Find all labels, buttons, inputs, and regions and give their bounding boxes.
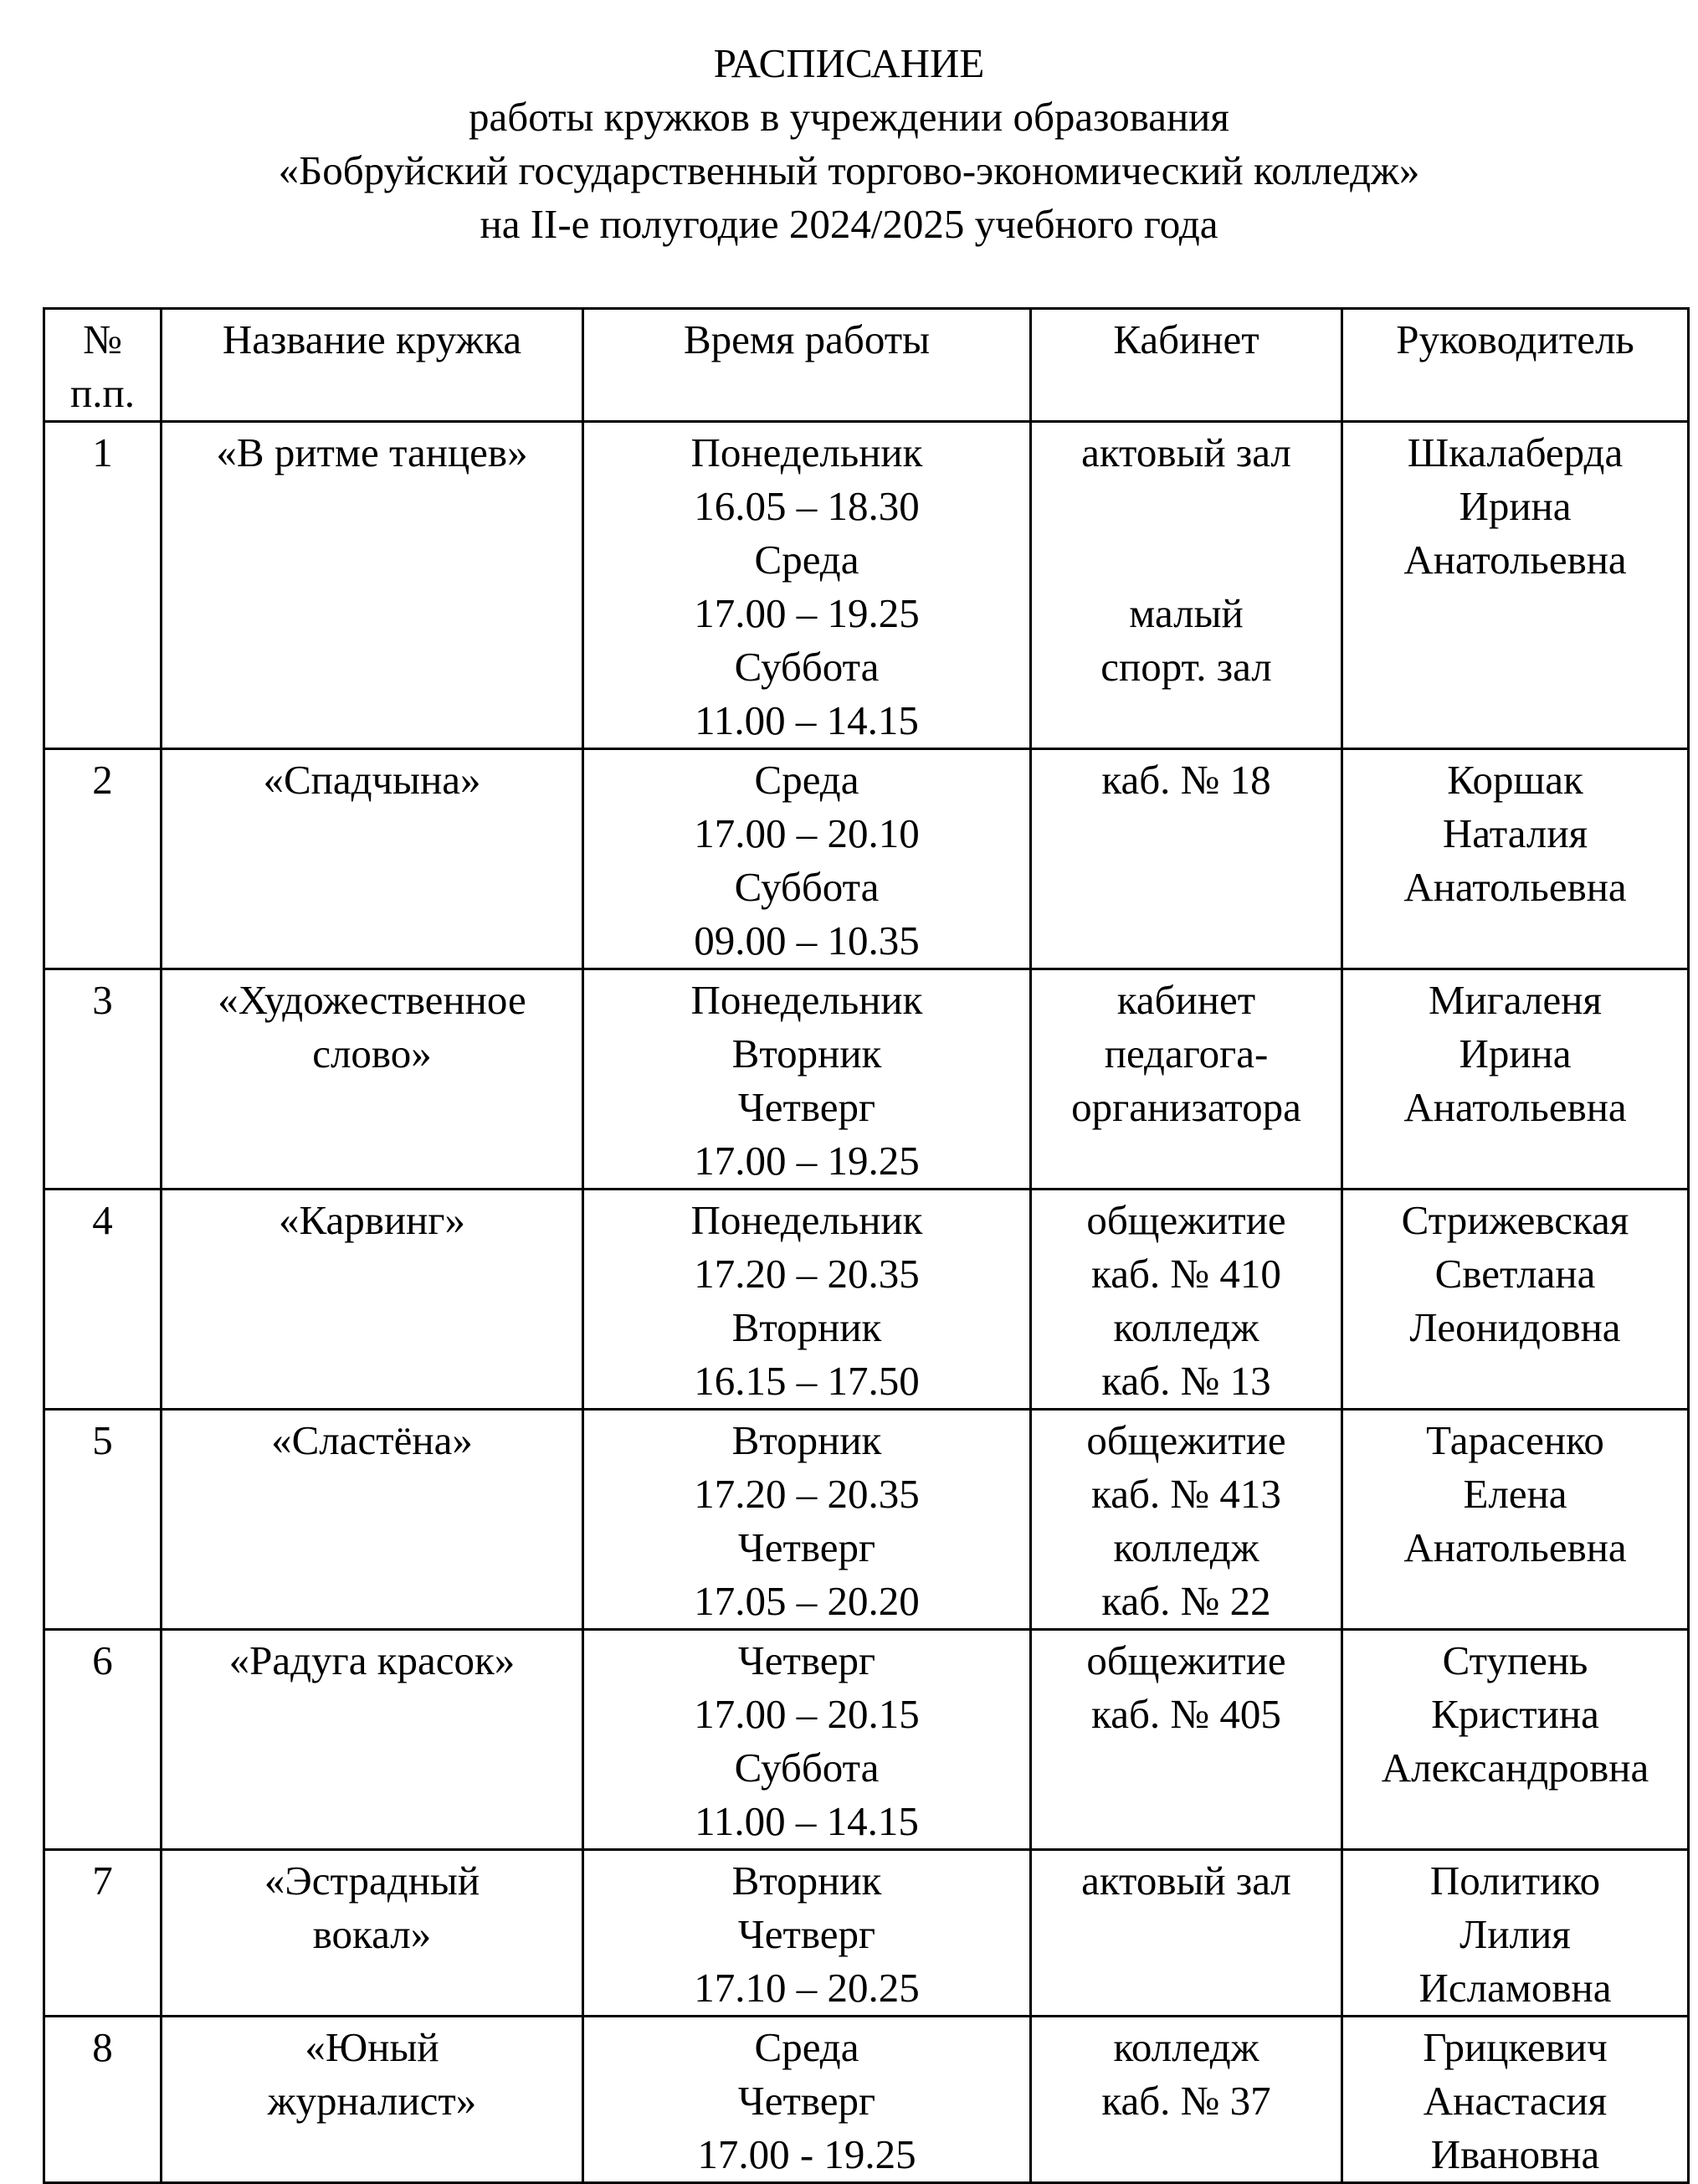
room-cell	[1031, 749, 1342, 969]
room-line: организатора	[1071, 1084, 1301, 1130]
working-time-line: Вторник	[731, 1304, 882, 1350]
leader-line: Грицкевич	[1423, 2024, 1608, 2070]
room-cell	[1031, 1850, 1342, 2017]
column-header-club-name: Название кружка	[162, 309, 583, 422]
club-name-cell	[162, 749, 583, 969]
working-time-cell	[583, 422, 1031, 749]
leader-line: Леонидовна	[1409, 1304, 1621, 1350]
room-line: каб. № 37	[1101, 2078, 1271, 2124]
heading-title: РАСПИСАНИЕ	[713, 40, 985, 86]
leader-line: Коршак	[1447, 757, 1583, 803]
table-row	[44, 422, 1689, 749]
room-line: педагога-	[1104, 1030, 1269, 1077]
leader-line: Анатольевна	[1403, 1524, 1627, 1570]
working-time-line: Суббота	[734, 864, 880, 910]
room-line: колледж	[1113, 2024, 1259, 2070]
table-row	[44, 1850, 1689, 2017]
leader-line: Анатольевна	[1403, 1084, 1627, 1130]
leader-line: Анатольевна	[1403, 537, 1627, 583]
working-time-line: Понедельник	[690, 429, 923, 475]
leader-line: Анастасия	[1423, 2078, 1608, 2124]
leader-line: Мигаленя	[1428, 977, 1603, 1023]
room-cell	[1031, 1410, 1342, 1630]
room-line: актовый зал	[1081, 429, 1291, 475]
working-time-line: 17.20 – 20.35	[694, 1251, 920, 1297]
leader-line: Александровна	[1381, 1745, 1649, 1791]
room-line: каб. № 18	[1101, 757, 1271, 803]
club-name-line: «Юный	[305, 2024, 439, 2070]
leader-line: Елена	[1463, 1471, 1567, 1517]
leader-cell	[1342, 969, 1689, 1190]
working-time-line: 09.00 – 10.35	[694, 917, 920, 964]
room-line: каб. № 22	[1101, 1578, 1271, 1624]
room-line: малый	[1129, 590, 1244, 636]
leader-line: Стрижевская	[1401, 1197, 1629, 1243]
club-name-line: «Сластёна»	[271, 1417, 473, 1463]
club-name-line: «Художественное	[218, 977, 526, 1023]
leader-cell	[1342, 1850, 1689, 2017]
leader-line: Исламовна	[1418, 1965, 1612, 2011]
room-line: колледж	[1113, 1304, 1259, 1350]
table-row	[44, 2017, 1689, 2183]
heading-subtitle-line: работы кружков в учреждении образования	[469, 94, 1229, 140]
room-line: спорт. зал	[1100, 644, 1272, 690]
working-time-line: 17.10 – 20.25	[694, 1965, 920, 2011]
working-time-line: Суббота	[734, 644, 880, 690]
schedule-table	[43, 307, 1690, 2184]
working-time-cell	[583, 969, 1031, 1190]
leader-cell	[1342, 1410, 1689, 1630]
leader-line: Лилия	[1459, 1911, 1571, 1957]
working-time-line: 11.00 – 14.15	[695, 697, 919, 743]
heading-institution-name: «Бобруйский государственный торгово-экономический колледж»	[278, 147, 1420, 193]
room-line: общежитие	[1086, 1417, 1286, 1463]
column-header-number-abbr: п.п.	[70, 370, 135, 416]
working-time-line: 17.00 – 20.15	[694, 1691, 920, 1737]
row-number-cell: 2	[44, 749, 162, 969]
table-row	[44, 1410, 1689, 1630]
leader-cell	[1342, 1190, 1689, 1410]
column-header-room: Кабинет	[1031, 309, 1342, 422]
working-time-line: Четверг	[737, 1637, 876, 1683]
leader-cell	[1342, 1630, 1689, 1850]
club-name-line: «В ритме танцев»	[216, 429, 528, 475]
column-header-leader: Руководитель	[1342, 309, 1689, 422]
leader-line: Ивановна	[1430, 2131, 1600, 2177]
row-number-cell: 4	[44, 1190, 162, 1410]
room-line: каб. № 13	[1101, 1358, 1271, 1404]
working-time-line: 17.00 – 19.25	[694, 590, 920, 636]
working-time-line: Четверг	[737, 2078, 876, 2124]
working-time-line: Среда	[754, 2024, 859, 2070]
table-row	[44, 749, 1689, 969]
leader-cell	[1342, 749, 1689, 969]
working-time-line: 17.00 - 19.25	[697, 2131, 916, 2177]
room-cell	[1031, 1630, 1342, 1850]
club-name-cell	[162, 422, 583, 749]
room-line: актовый зал	[1081, 1858, 1291, 1904]
working-time-line: 16.05 – 18.30	[694, 483, 920, 529]
working-time-line: Четверг	[737, 1911, 876, 1957]
leader-line: Кристина	[1431, 1691, 1599, 1737]
club-name-line: слово»	[312, 1030, 432, 1077]
club-name-cell	[162, 1190, 583, 1410]
working-time-line: Вторник	[731, 1858, 882, 1904]
room-line: каб. № 410	[1091, 1251, 1281, 1297]
row-number-cell: 8	[44, 2017, 162, 2183]
working-time-cell	[583, 749, 1031, 969]
heading-period: на II-е полугодие 2024/2025 учебного года	[480, 201, 1218, 247]
leader-line: Наталия	[1442, 810, 1588, 856]
column-header-number-sign: №	[83, 316, 122, 362]
row-number-cell: 6	[44, 1630, 162, 1850]
table-row	[44, 1630, 1689, 1850]
room-cell	[1031, 1190, 1342, 1410]
leader-line: Тарасенко	[1426, 1417, 1604, 1463]
working-time-line: Понедельник	[690, 977, 923, 1023]
leader-line: Светлана	[1434, 1251, 1596, 1297]
working-time-line: 11.00 – 14.15	[695, 1798, 919, 1844]
working-time-line: 16.15 – 17.50	[694, 1358, 920, 1404]
document-heading	[0, 37, 1698, 251]
row-number-cell: 3	[44, 969, 162, 1190]
club-name-line: «Эстрадный	[264, 1858, 480, 1904]
club-name-cell	[162, 1410, 583, 1630]
working-time-cell	[583, 1410, 1031, 1630]
room-cell	[1031, 422, 1342, 749]
working-time-cell	[583, 1190, 1031, 1410]
working-time-cell	[583, 1630, 1031, 1850]
club-name-line: «Радуга красок»	[228, 1637, 516, 1683]
room-spacer	[1032, 480, 1341, 533]
club-name-line: вокал»	[312, 1911, 432, 1957]
leader-cell	[1342, 422, 1689, 749]
column-header-working-time: Время работы	[583, 309, 1031, 422]
working-time-line: Суббота	[734, 1745, 880, 1791]
working-time-line: Четверг	[737, 1084, 876, 1130]
column-header-number	[44, 309, 162, 422]
club-name-cell	[162, 2017, 583, 2183]
working-time-line: Среда	[754, 537, 859, 583]
room-cell	[1031, 969, 1342, 1190]
club-name-line: журналист»	[267, 2078, 477, 2124]
room-spacer	[1032, 533, 1341, 587]
working-time-line: 17.05 – 20.20	[694, 1578, 920, 1624]
table-header-row	[44, 309, 1689, 422]
row-number-cell: 7	[44, 1850, 162, 2017]
leader-line: Ирина	[1459, 483, 1572, 529]
table-row	[44, 969, 1689, 1190]
room-line: колледж	[1113, 1524, 1259, 1570]
club-name-cell	[162, 1630, 583, 1850]
working-time-cell	[583, 1850, 1031, 2017]
club-name-line: «Карвинг»	[279, 1197, 465, 1243]
working-time-cell	[583, 2017, 1031, 2183]
club-name-cell	[162, 1850, 583, 2017]
club-name-cell	[162, 969, 583, 1190]
working-time-line: 17.00 – 19.25	[694, 1138, 920, 1184]
leader-line: Ступень	[1442, 1637, 1588, 1683]
row-number-cell: 5	[44, 1410, 162, 1630]
working-time-line: Вторник	[731, 1417, 882, 1463]
room-line: кабинет	[1116, 977, 1256, 1023]
working-time-line: Понедельник	[690, 1197, 923, 1243]
working-time-line: Вторник	[731, 1030, 882, 1077]
table-row	[44, 1190, 1689, 1410]
club-name-line: «Спадчына»	[263, 757, 481, 803]
room-cell	[1031, 2017, 1342, 2183]
room-line: общежитие	[1086, 1637, 1286, 1683]
row-number-cell: 1	[44, 422, 162, 749]
leader-line: Анатольевна	[1403, 864, 1627, 910]
working-time-line: Четверг	[737, 1524, 876, 1570]
leader-line: Ирина	[1459, 1030, 1572, 1077]
room-line: общежитие	[1086, 1197, 1286, 1243]
working-time-line: 17.20 – 20.35	[694, 1471, 920, 1517]
leader-line: Политико	[1429, 1858, 1601, 1904]
working-time-line: 17.00 – 20.10	[694, 810, 920, 856]
leader-line: Шкалаберда	[1407, 429, 1624, 475]
room-line: каб. № 413	[1091, 1471, 1281, 1517]
room-line: каб. № 405	[1091, 1691, 1281, 1737]
working-time-line: Среда	[754, 757, 859, 803]
leader-cell	[1342, 2017, 1689, 2183]
